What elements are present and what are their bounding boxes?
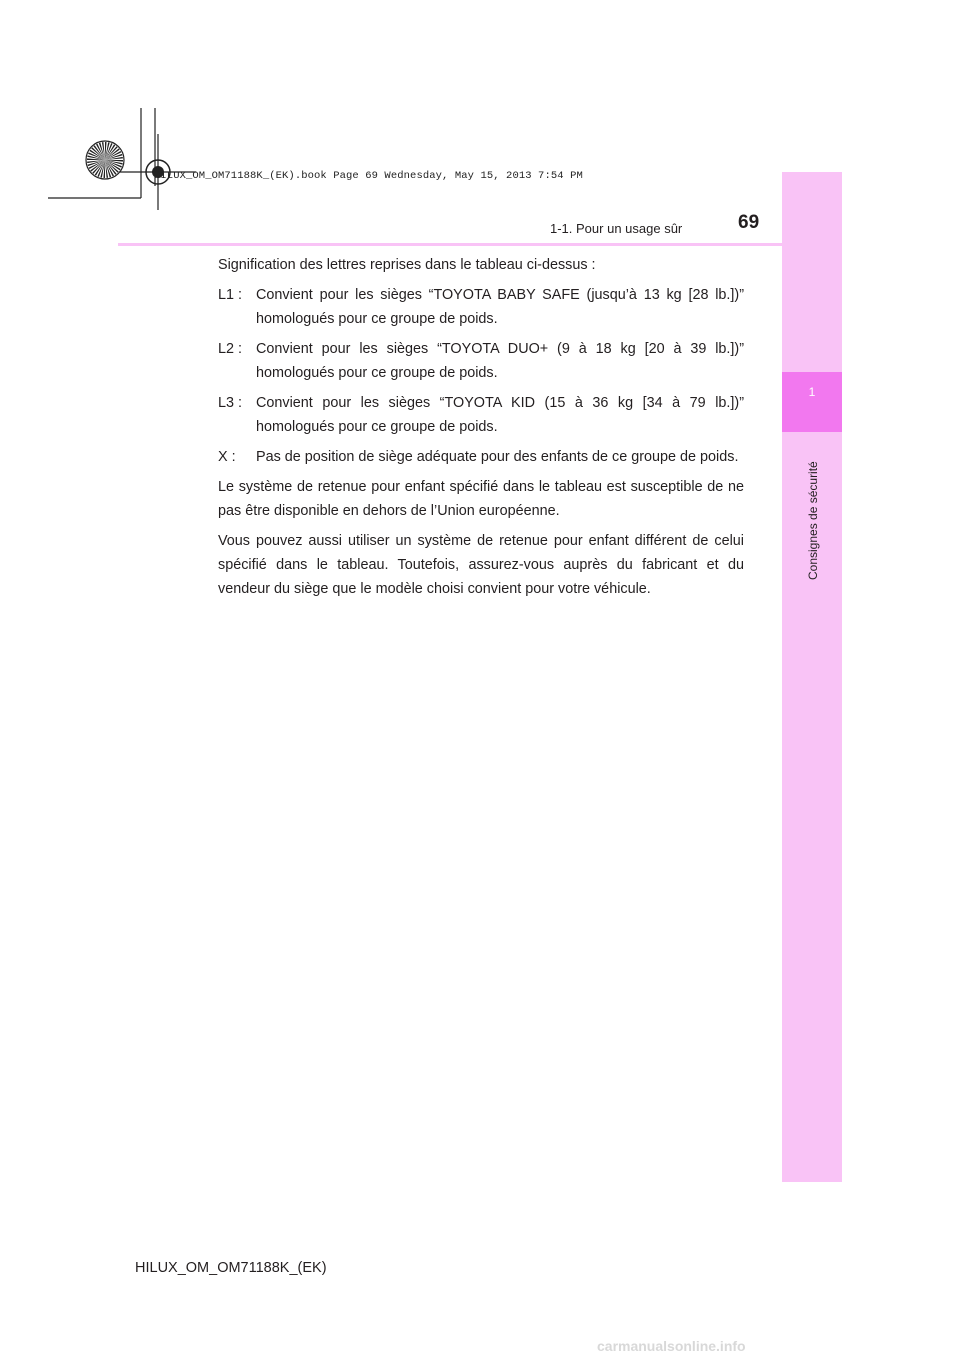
content-body [218, 253, 744, 607]
watermark: carmanualsonline.info [597, 1338, 746, 1354]
definition-text: Convient pour les sièges “TOYOTA KID (15 à 36 kg [34 à 79 lb.])” homologués pour ce groupe de poids. [256, 395, 744, 435]
definition-l2 [218, 337, 744, 385]
definition-text: Convient pour les sièges “TOYOTA DUO+ (9 à 18 kg [20 à 39 lb.])” homologués pour ce groupe de poids. [256, 341, 744, 381]
definition-x [218, 445, 744, 469]
definition-l3 [218, 391, 744, 439]
chapter-number: 1 [808, 385, 816, 399]
paragraph-alternative-seat: Vous pouvez aussi utiliser un système de retenue pour enfant différent de celui spécifié dans le tableau. Toutefois, assurez-vous auprès du fabricant et du vendeur du siège que le modèle choisi convient pour votre véhicule. [218, 533, 744, 597]
paragraph-availability: Le système de retenue pour enfant spécifié dans le tableau est susceptible de ne pas être disponible en dehors de l’Union européenne. [218, 479, 744, 519]
section-title: 1-1. Pour un usage sûr [550, 221, 683, 236]
definition-key: X : [218, 449, 236, 465]
manual-code: HILUX_OM_OM71188K_(EK) [135, 1260, 327, 1276]
definition-l1 [218, 283, 744, 331]
definition-text: Pas de position de siège adéquate pour des enfants de ce groupe de poids. [256, 449, 739, 465]
definition-key: L2 : [218, 341, 243, 357]
intro-text: Signification des lettres reprises dans le tableau ci-dessus : [218, 257, 596, 273]
definition-key: L1 : [218, 287, 243, 303]
definition-key: L3 : [218, 395, 243, 411]
definition-text: Convient pour les sièges “TOYOTA BABY SAFE (jusqu’à 13 kg [28 lb.])” homologués pour ce groupe de poids. [256, 287, 744, 327]
page-number: 69 [738, 212, 760, 233]
chapter-title-text: Consignes de sécurité [806, 461, 820, 580]
print-slug: HILUX_OM_OM71188K_(EK).book Page 69 Wednesday, May 15, 2013 7:54 PM [154, 170, 583, 182]
